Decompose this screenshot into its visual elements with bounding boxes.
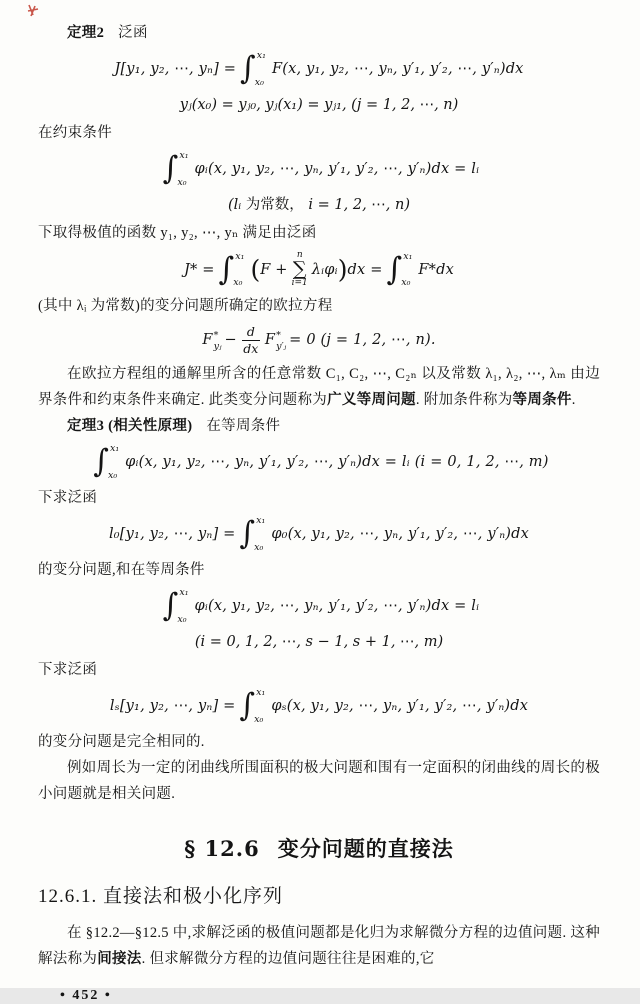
integral [163,151,193,187]
open-paren: ( [250,254,261,285]
integral-lower-limit: x₀ [254,713,264,725]
paragraph-example [38,755,600,807]
F-subscript: y′ⱼ [276,341,287,353]
formula-body: φᵢ(x, y₁, y₂, ⋯, yₙ, y′₁, y′₂, ⋯, y′ₙ)dx = lᵢ [194,161,480,177]
formula-ls [38,688,600,724]
subsection-heading [38,881,600,908]
example-text: 例如周长为一定的闭曲线所围面积的极大问题和围有一定面积的闭曲线的周长的极小问题就是相关问题. [38,760,600,803]
formula-body: F(x, y₁, y₂, ⋯, yₙ, y′₁, y′₂, ⋯, y′ₙ)dx [271,61,524,77]
section-title: 变分问题的直接法 [277,837,454,862]
F-supsub [214,331,222,353]
formula-body: φᵢ(x, y₁, y₂, ⋯, yₙ, y′₁, y′₂, ⋯, y′ₙ)dx = lᵢ [194,598,480,615]
paragraph-and-condition [38,557,600,583]
page-number [38,988,600,1004]
summation-body: λᵢφᵢ [311,261,338,278]
formula-isoperimetric-2 [38,588,600,624]
integral [387,252,417,288]
integral-upper-limit: x₁ [179,587,189,599]
integral-glyph: ∫ [162,587,179,625]
paragraph-euler-intro [38,293,600,319]
formula-mid: dx = [347,261,383,278]
paragraph-final [38,920,600,972]
theorem-3-rest: 在等周条件 [206,418,281,435]
text-segment: 在 §12.2—§12.5 中,求解泛函的极值问题都是化归为求解微分方程的边值问题. 这种解法称为 [38,925,600,968]
identical-problems-text: 的变分问题是完全相同的. [38,734,205,751]
formula-J-star [38,251,600,288]
seek-functional-text: 下求泛函 [38,662,98,679]
F-base: F [264,332,276,349]
paragraph-seek-functional-1 [38,485,600,511]
paragraph-general-isoperimetric [38,361,600,413]
section-heading [38,833,600,863]
formula-euler-equation [38,324,600,356]
integral-glyph: ∫ [218,250,235,288]
integral-limits [110,444,119,480]
and-condition-text: 的变分问题,和在等周条件 [38,562,205,579]
integral-upper-limit: x₁ [179,150,189,161]
integral-limits [235,252,244,288]
theorem-2-heading [38,20,600,46]
theorem-3-heading [38,413,600,439]
integral-lower-limit: x₀ [177,613,187,625]
integral-glyph: ∫ [239,687,256,725]
formula-lhs: J[y₁, y₂, ⋯, yₙ] = [114,61,237,77]
integral-glyph: ∫ [162,150,179,187]
formula-lhs: lₛ[y₁, y₂, ⋯, yₙ] = [109,698,236,715]
integral-limits [179,588,188,624]
F-superscript: * [213,330,219,342]
formula-constraint [38,151,600,187]
integral-upper-limit: x₁ [403,250,413,262]
integral-lower-limit: x₀ [177,176,187,188]
note-open: (lᵢ [227,197,246,213]
integral-lower-limit: x₀ [108,469,118,481]
theorem-3-label: 定理3 (相关性原理) [67,418,193,435]
integral-upper-limit: x₁ [256,50,266,61]
text-segment: 在欧拉方程组的通解里所含的任意常数 C₁, C₂, ⋯, C₂ₙ 以及常数 λ₁, λ₂, ⋯, λₘ 由边界条件和约束条件来确定. 此类变分问题称为 [38,366,600,409]
integral-glyph: ∫ [240,50,256,87]
paragraph-constraint-intro [38,120,600,146]
text-segment: . 但求解微分方程的边值问题往往是困难的,它 [141,951,435,968]
minus-sign: − [224,332,237,349]
formula-body: φᵢ(x, y₁, y₂, ⋯, yₙ, y′₁, y′₂, ⋯, y′ₙ)dx = lᵢ (i = 0, 1, 2, ⋯, m) [125,454,549,471]
formula-body: φₛ(x, y₁, y₂, ⋯, yₙ, y′₁, y′₂, ⋯, y′ₙ)dx [271,698,529,715]
theorem-2-title: 泛函 [118,25,148,41]
formula-tail: F*dx [418,261,454,278]
integral [240,51,270,87]
extremal-functions-text: 下取得极值的函数 y₁, y₂, ⋯, yₙ 满足由泛函 [38,225,317,241]
formula-constraint-note [38,192,600,218]
subsection-title: 12.6.1. 直接法和极小化序列 [38,886,284,908]
note-tail: i = 1, 2, ⋯, n) [303,197,411,213]
summation-lower-limit: i=1 [291,278,308,288]
section-number: § 12.6 [184,836,260,862]
summation-upper-limit: n [296,250,303,260]
integral [163,588,193,624]
integral-lower-limit: x₀ [254,541,264,553]
formula-lhs: l₀[y₁, y₂, ⋯, yₙ] = [108,526,236,543]
constraint-intro-text: 在约束条件 [38,125,112,141]
paragraph-seek-functional-2 [38,657,600,683]
integral-limits [256,688,265,724]
formula-isoperimetric-2-note [38,629,600,655]
F-supsub [276,331,286,353]
F-subscript: yⱼ [213,341,222,353]
formula-isoperimetric-1 [38,444,600,480]
paragraph-identical-problems [38,729,600,755]
bold-term-generalized-isoperimetric: 广义等周问题 [327,392,416,409]
integral-upper-limit: x₁ [235,250,245,262]
formula-functional-J [38,51,600,87]
note-chinese: 为常数， [245,197,304,213]
bold-term-isoperimetric-condition: 等周条件 [512,392,572,409]
integral-limits [254,50,266,88]
index-range-text: (i = 0, 1, 2, ⋯, s − 1, s + 1, ⋯, m) [194,634,444,651]
F-base: F [202,332,213,349]
derivative-fraction [242,324,260,356]
fraction-numerator: d [242,324,260,341]
theorem-2-label: 定理2 [67,25,105,41]
integral-glyph: ∫ [386,250,403,288]
integral-lower-limit: x₀ [401,277,411,288]
page-number-text: • 452 • [60,988,112,1004]
integral [240,688,270,724]
F-superscript: * [276,330,281,342]
seek-functional-text: 下求泛函 [38,490,98,507]
integral-upper-limit: x₁ [110,443,120,455]
integral-glyph: ∫ [93,443,109,481]
bold-term-indirect-method: 间接法 [97,951,142,968]
integral [240,516,270,552]
integral [219,252,249,288]
text-segment: . [571,392,576,409]
integral-lower-limit: x₀ [254,76,264,88]
summation-glyph: ∑ [292,258,307,280]
formula-boundary-conditions [38,92,600,118]
red-pen-mark-icon [26,3,41,23]
integral-limits [256,516,265,552]
close-paren: ) [337,254,348,285]
integral-glyph: ∫ [239,515,256,553]
formula-tail: = 0 (j = 1, 2, ⋯, n). [289,332,436,349]
integral-limits [403,252,412,288]
integral-lower-limit: x₀ [233,277,243,288]
paragraph-extremal-functions [38,220,600,246]
integral [93,444,123,480]
summation [292,251,308,288]
text-segment: . 附加条件称为 [415,392,513,409]
integral-limits [179,151,188,187]
formula-body: φ₀(x, y₁, y₂, ⋯, yₙ, y′₁, y′₂, ⋯, y′ₙ)dx [271,526,530,543]
integral-upper-limit: x₁ [256,515,266,527]
formula-F-plus: F + [260,261,288,278]
formula-lhs: J* = [184,261,215,278]
fraction-denominator: dx [243,340,259,356]
euler-intro-text: (其中 λᵢ 为常数)的变分问题所确定的欧拉方程 [38,298,333,314]
formula-l0 [38,516,600,552]
boundary-conditions-text: yⱼ(x₀) = yⱼ₀, yⱼ(x₁) = yⱼ₁, (j = 1, 2, ⋯, n) [179,97,459,113]
integral-upper-limit: x₁ [256,687,266,699]
